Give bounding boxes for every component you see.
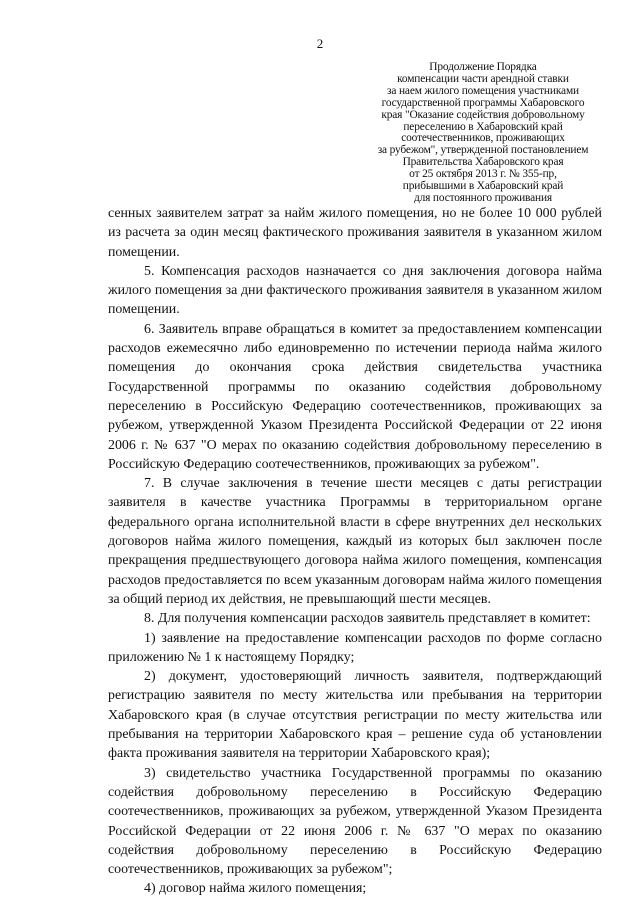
header-line: переселению в Хабаровский край <box>403 120 563 133</box>
header-line: за рубежом", утвержденной постановлением <box>377 144 589 157</box>
paragraph-8: 8. Для получения компенсации расходов заявитель представляет в комитет: <box>144 611 591 627</box>
header-line: за наем жилого помещения участниками <box>387 84 579 97</box>
list-item-3: 3) свидетельство участника Государственной программы по оказанию содействия добровольному переселению в Российскую Федерацию соотечественников, проживающих за рубежом, утвержденной Указом Президента Российской Федерации от 22 июня 2006 г. № 637 "О мерах по оказанию содействия добровольному переселению в Российскую Федерацию соотечественников, проживающих за рубежом"; <box>108 765 602 878</box>
document-header <box>352 62 614 205</box>
list-item-2: 2) документ, удостоверяющий личность заявителя, подтверждающий регистрацию заявителя по месту жительства или пребывания на территории Хабаровского края (в случае отсутствия регистрации по месту жительства или пребывания на территории Хабаровского края – решение суда об установлении факта проживания заявителя на территории Хабаровского края); <box>108 669 602 762</box>
header-line: Продолжение Порядка <box>429 61 537 73</box>
header-line: края "Оказание содействия добровольному <box>381 108 585 121</box>
header-line: соотечественников, проживающих <box>401 132 565 145</box>
document-body <box>108 204 602 899</box>
list-item-4: 4) договор найма жилого помещения; <box>144 881 367 897</box>
paragraph-continuation: сенных заявителем затрат за найм жилого помещения, но не более 10 000 рублей из расчета за один месяц фактического проживания заявителя в указанном жилом помещении. <box>108 206 602 260</box>
header-line: государственной программы Хабаровского <box>381 96 585 109</box>
header-line: от 25 октября 2013 г. № 355-пр, <box>409 168 557 181</box>
header-line: Правительства Хабаровского края <box>402 156 564 169</box>
page-number: 2 <box>316 36 324 51</box>
list-item-1: 1) заявление на предоставление компенсации расходов по форме согласно приложению № 1 к настоящему Порядку; <box>108 630 602 665</box>
paragraph-6: 6. Заявитель вправе обращаться в комитет за предоставлением компенсации расходов ежемесячно либо единовременно по истечении периода найма жилого помещения до окончания срока действия свидетельства участника Государственной программы по оказанию содействия добровольному переселению в Российскую Федерацию соотечественников, проживающих за рубежом, утвержденной Указом Президента Российской Федерации от 22 июня 2006 г. № 637 "О мерах по оказанию содействия добровольному переселению в Российскую Федерацию соотечественников, проживающих за рубежом". <box>108 321 602 472</box>
paragraph-5: 5. Компенсация расходов назначается со дня заключения договора найма жилого помещения за дни фактического проживания заявителя в указанном жилом помещении. <box>108 263 602 318</box>
header-line: прибывшими в Хабаровский край <box>402 180 564 193</box>
header-line: компенсации части арендной ставки <box>397 72 569 85</box>
header-line: для постоянного проживания <box>413 191 553 204</box>
paragraph-7: 7. В случае заключения в течение шести месяцев с даты регистрации заявителя в качестве участника Программы в территориальном органе федерального органа исполнительной власти в сфере внутренних дел нескольких договоров найма жилого помещения, каждый из которых был заключен после прекращения предшествующего договора найма жилого помещения, компенсация расходов предоставляется по всем указанным договорам найма жилого помещения за общий период их действия, не превышающий шести месяцев. <box>108 476 602 607</box>
